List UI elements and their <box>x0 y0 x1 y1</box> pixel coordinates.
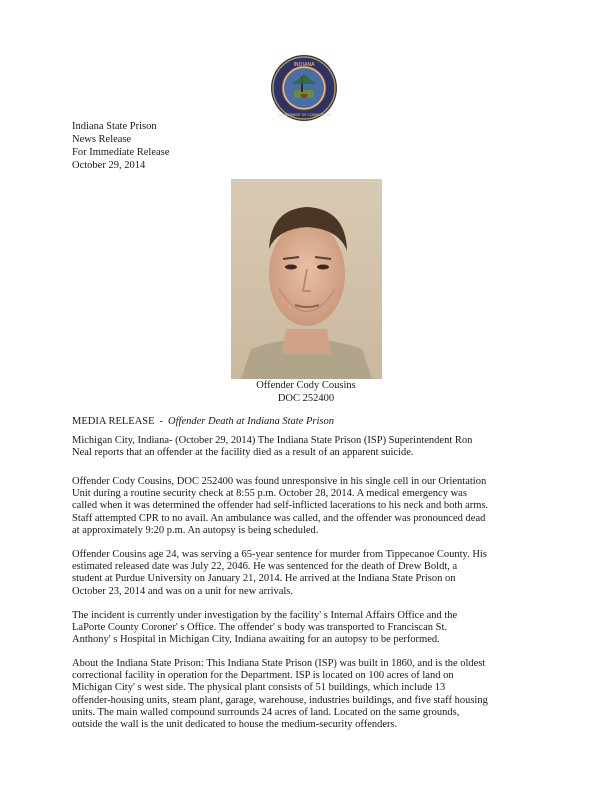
paragraph-line: estimated released date was July 22, 2046. He was sentenced for the death of Drew Boldt, a <box>72 561 458 573</box>
offender-doc-number: DOC 252400 <box>277 392 335 404</box>
paragraph-line: Michigan City, Indiana- (October 29, 2014) The Indiana State Prison (ISP) Superintendent Ron <box>72 435 473 446</box>
paragraph-line: Offender Cody Cousins, DOC 252400 was found unresponsive in his single cell in our Orientation <box>72 476 487 487</box>
paragraph-line: The incident is currently under investigation by the facility' s Internal Affairs Office and the <box>72 610 458 621</box>
paragraph-line: Michigan City' s west side. The physical plant consists of 51 buildings, which include 13 <box>72 682 446 694</box>
paragraph-1 <box>72 435 548 459</box>
svg-text:INDIANA: INDIANA <box>293 62 315 68</box>
paragraph-line: student at Purdue University on January 21, 2014. He arrived at the Indiana State Prison on <box>72 573 456 585</box>
paragraph-line: offender-housing units, steam plant, garage, warehouse, industries buildings, and five staff housing <box>72 694 488 706</box>
paragraph-2 <box>72 476 548 537</box>
paragraph-5 <box>72 658 548 731</box>
paragraph-line: called when it was determined the offender had self-inflicted lacerations to his neck and both arms. <box>72 500 489 512</box>
headline-separator: - <box>159 416 164 427</box>
paragraph-line: Unit during a routine security check at 8:55 p.m. October 28, 2014. A medical emergency was <box>72 488 467 500</box>
paragraph-line: outside the wall is the unit dedicated to house the medium-security offenders. <box>72 719 398 731</box>
release-timing: For Immediate Release <box>72 147 170 158</box>
paragraph-line: at approximately 9:20 p.m. An autopsy is being scheduled. <box>72 524 319 536</box>
paragraph-line: units. The main walled compound surrounds 24 acres of land. Located on the same grounds, <box>72 706 460 718</box>
paragraph-line: October 23, 2014 and was on a unit for new arrivals. <box>72 585 294 597</box>
offender-mugshot-photo <box>231 179 382 379</box>
release-type: News Release <box>72 134 132 145</box>
paragraph-line: Anthony' s Hospital in Michigan City, Indiana awaiting for an autopsy to be performed. <box>72 634 440 646</box>
paragraph-3 <box>72 549 548 598</box>
paragraph-line: LaPorte County Coroner' s Office. The offender' s body was transported to Franciscan St. <box>72 622 447 634</box>
department-of-correction-seal-icon <box>270 54 338 122</box>
paragraph-line: correctional facility in operation for the Department. ISP is located on 100 acres of land on <box>72 670 454 682</box>
svg-text:DEPARTMENT OF CORRECTION: DEPARTMENT OF CORRECTION <box>277 113 331 117</box>
paragraph-line: Neal reports that an offender at the facility died as a result of an apparent suicide. <box>72 447 414 459</box>
headline-label: MEDIA RELEASE <box>72 416 155 427</box>
release-date: October 29, 2014 <box>72 160 146 171</box>
release-header <box>72 120 169 172</box>
offender-name: Offender Cody Cousins <box>256 380 356 391</box>
paragraph-4 <box>72 610 548 647</box>
headline-title: Offender Death at Indiana State Prison <box>168 416 334 427</box>
paragraph-line: About the Indiana State Prison: This Indiana State Prison (ISP) was built in 1860, and is the oldest <box>72 658 486 669</box>
paragraph-line: Staff attempted CPR to no avail. An ambulance was called, and the offender was pronounced dead <box>72 512 486 524</box>
photo-caption <box>206 380 406 405</box>
facility-name: Indiana State Prison <box>72 121 157 132</box>
paragraph-line: Offender Cousins age 24, was serving a 65-year sentence for murder from Tippecanoe County. His <box>72 549 487 560</box>
media-release-headline <box>72 416 334 427</box>
